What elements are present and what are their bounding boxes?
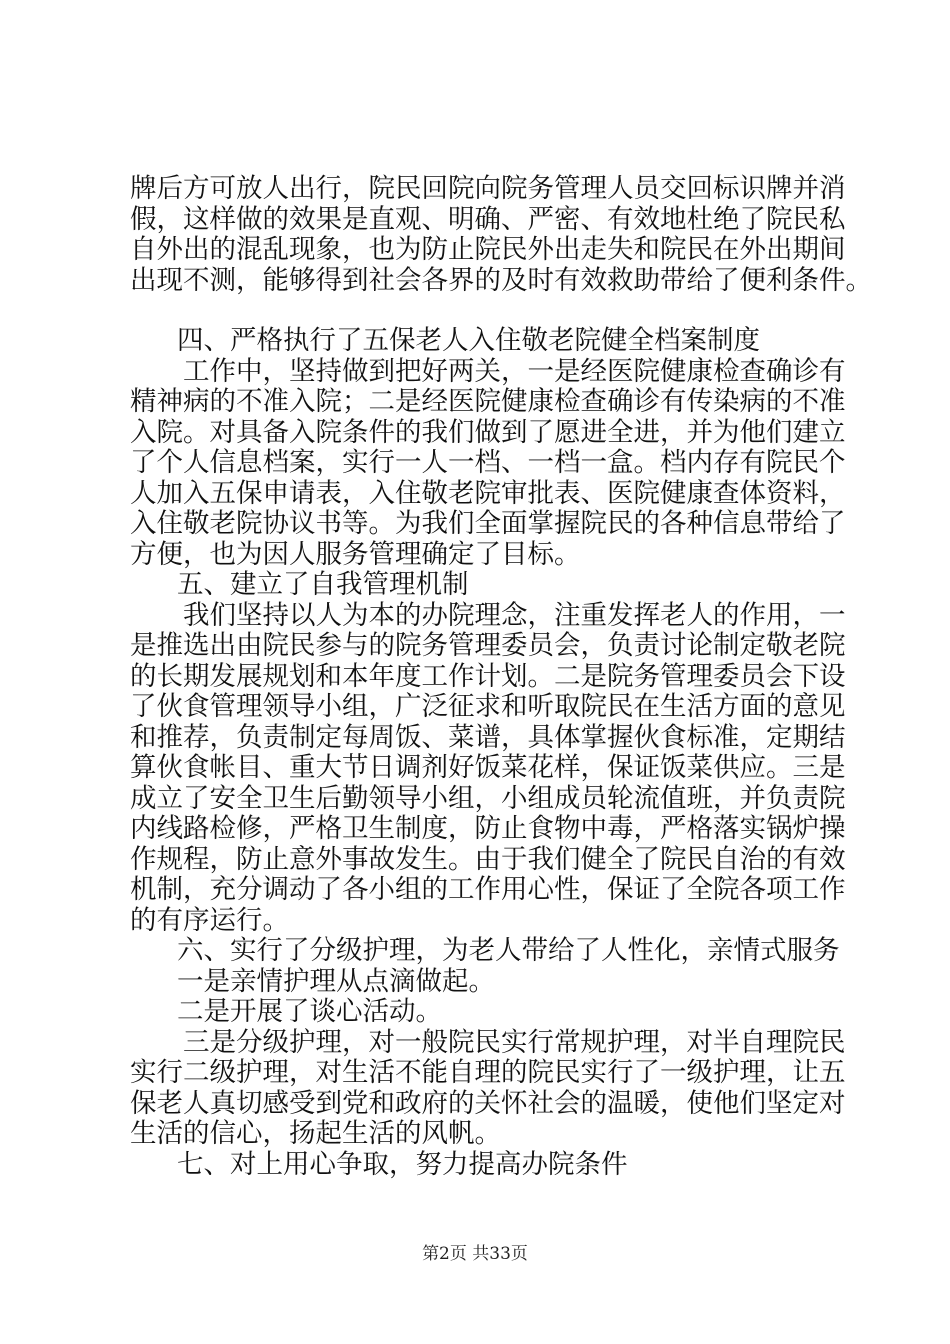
text-line: 入院。对具备入院条件的我们做到了愿进全进，并为他们建立: [130, 416, 846, 448]
paragraph-gap: [130, 296, 842, 326]
text-line: 方便，也为因人服务管理确定了目标。: [130, 538, 581, 570]
text-line: 入住敬老院协议书等。为我们全面掌握院民的各种信息带给了: [130, 508, 846, 539]
text-line: 成立了安全卫生后勤领导小组，小组成员轮流值班，并负责院: [130, 782, 846, 814]
text-line: 了个人信息档案，实行一人一档、一档一盒。档内存有院民个: [130, 447, 846, 478]
section-heading-7: 七、对上用心争取，努力提高办院条件: [177, 1148, 628, 1180]
text-line: 工作中，坚持做到把好两关，一是经医院健康检查确诊有: [183, 355, 846, 387]
text-line: 和推荐，负责制定每周饭、菜谱，具体掌握伙食标准，定期结: [130, 721, 846, 753]
text-line: 牌后方可放人出行，院民回院向院务管理人员交回标识牌并消: [130, 173, 846, 204]
text-line: 内线路检修，严格卫生制度，防止食物中毒，严格落实锅炉操: [130, 813, 846, 844]
text-line: 机制，充分调动了各小组的工作用心性，保证了全院各项工作: [130, 874, 846, 905]
text-line: 三是分级护理，对一般院民实行常规护理，对半自理院民: [183, 1026, 846, 1058]
document-body: [130, 173, 872, 1180]
text-line: 精神病的不准入院；二是经医院健康检查确诊有传染病的不准: [130, 386, 846, 417]
text-line: 一是亲情护理从点滴做起。: [177, 965, 495, 997]
text-line: 是推选出由院民参与的院务管理委员会，负责讨论制定敬老院: [130, 630, 846, 661]
text-line: 的有序运行。: [130, 904, 289, 936]
page-number-footer: 第2页 共33页: [422, 1244, 528, 1264]
text-line: 算伙食帐目、重大节日调剂好饭菜花样，保证饭菜供应。三是: [130, 752, 846, 783]
text-line: 了伙食管理领导小组，广泛征求和听取院民在生活方面的意见: [130, 691, 846, 722]
section-heading-4: 四、严格执行了五保老人入住敬老院健全档案制度: [177, 325, 760, 356]
text-line: 自外出的混乱现象，也为防止院民外出走失和院民在外出期间: [130, 234, 846, 265]
section-heading-6: 六、实行了分级护理，为老人带给了人性化，亲情式服务: [177, 935, 840, 966]
text-line: 我们坚持以人为本的办院理念，注重发挥老人的作用，一: [183, 599, 846, 631]
text-line: 实行二级护理，对生活不能自理的院民实行了一级护理，让五: [130, 1057, 846, 1088]
section-heading-5: 五、建立了自我管理机制: [177, 569, 469, 600]
text-line: 的长期发展规划和本年度工作计划。二是院务管理委员会下设: [130, 660, 846, 692]
text-line: 假，这样做的效果是直观、明确、严密、有效地杜绝了院民私: [130, 203, 846, 235]
text-line: 出现不测，能够得到社会各界的及时有效救助带给了便利条件。: [130, 264, 872, 296]
text-line: 人加入五保申请表，入住敬老院审批表、医院健康查体资料，: [130, 477, 846, 509]
text-line: 作规程，防止意外事故发生。由于我们健全了院民自治的有效: [130, 843, 846, 875]
text-line: 保老人真切感受到党和政府的关怀社会的温暖，使他们坚定对: [130, 1087, 846, 1119]
text-line: 生活的信心，扬起生活的风帆。: [130, 1118, 501, 1149]
text-line: 二是开展了谈心活动。: [177, 996, 442, 1027]
